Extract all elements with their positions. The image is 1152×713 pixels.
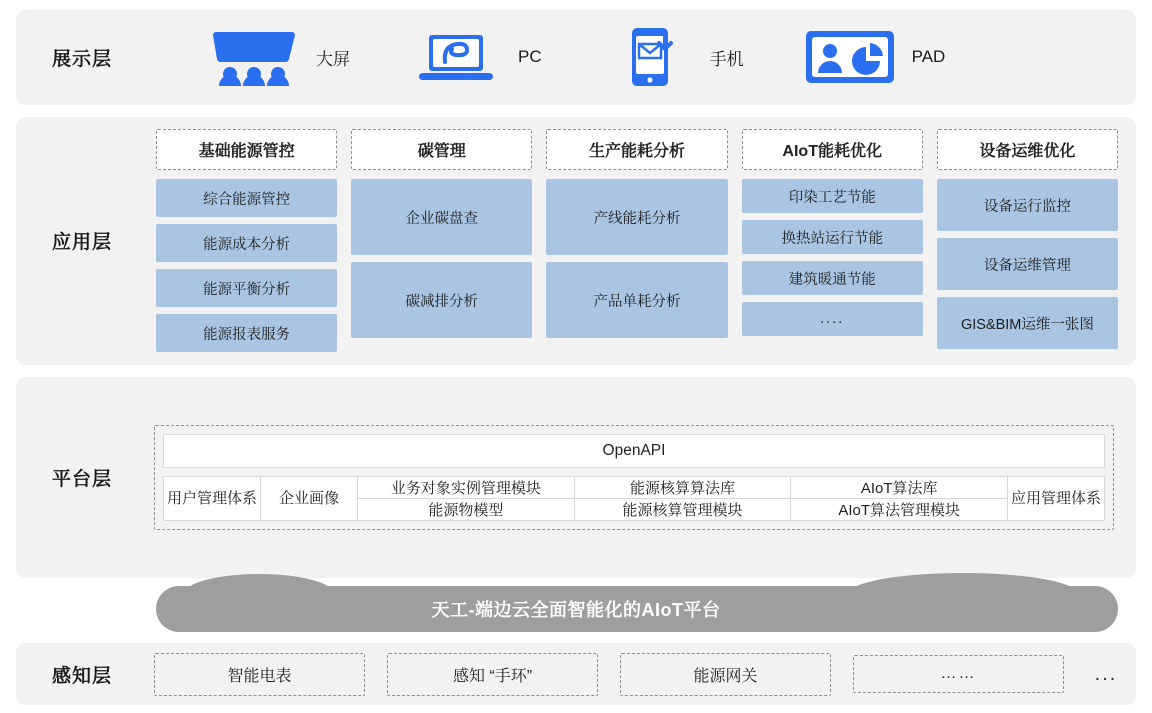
device-label: 手机 xyxy=(709,49,744,69)
app-item[interactable]: 产线能耗分析 xyxy=(546,179,727,255)
app-item[interactable]: 能源成本分析 xyxy=(156,224,337,262)
app-column-title: 生产能耗分析 xyxy=(546,129,727,170)
platform-module[interactable]: 能源物模型 xyxy=(358,499,575,521)
layer-platform xyxy=(16,377,1136,579)
app-column-carbon xyxy=(351,129,532,338)
app-column-production-energy xyxy=(546,129,727,338)
layer-application-label: 应用层 xyxy=(51,232,112,254)
layer-display xyxy=(16,10,1136,105)
cloud-banner-text: 天工-端边云全面智能化的AIoT平台 xyxy=(431,599,721,620)
platform-enterprise-profile[interactable]: 企业画像 xyxy=(261,476,358,521)
device-label: PAD xyxy=(911,47,946,67)
app-item[interactable]: 碳减排分析 xyxy=(351,262,532,338)
app-item[interactable]: 能源平衡分析 xyxy=(156,269,337,307)
device-mobile[interactable] xyxy=(602,26,744,88)
app-item[interactable]: 设备运维管理 xyxy=(937,238,1118,290)
sense-item-smart-meter[interactable]: 智能电表 xyxy=(154,653,365,696)
app-column-title: AIoT能耗优化 xyxy=(742,129,923,170)
app-item[interactable]: 换热站运行节能 xyxy=(742,220,923,254)
tablet-pad-icon xyxy=(804,26,896,88)
device-pad[interactable] xyxy=(804,26,946,88)
laptop-pc-icon xyxy=(410,26,502,88)
app-item[interactable]: GIS&BIM运维一张图 xyxy=(937,297,1118,349)
layer-display-body xyxy=(148,26,1136,88)
app-item[interactable]: 综合能源管控 xyxy=(156,179,337,217)
sense-trailing-dots: ... xyxy=(1094,662,1118,685)
app-column-title: 碳管理 xyxy=(351,129,532,170)
platform-module[interactable]: 能源核算算法库 xyxy=(575,476,792,499)
layer-application xyxy=(16,117,1136,365)
openapi-bar[interactable]: OpenAPI xyxy=(163,434,1105,468)
sense-item-more[interactable]: …… xyxy=(853,655,1064,693)
device-label: PC xyxy=(518,47,542,67)
app-column-device-ops xyxy=(937,129,1118,349)
layer-platform-label: 平台层 xyxy=(51,469,112,491)
sense-item-energy-gateway[interactable]: 能源网关 xyxy=(620,653,831,696)
layer-sensing-label: 感知层 xyxy=(51,665,112,687)
app-column-title: 设备运维优化 xyxy=(937,129,1118,170)
app-item[interactable]: 建筑暖通节能 xyxy=(742,261,923,295)
app-column-title: 基础能源管控 xyxy=(156,129,337,170)
app-item[interactable]: 印染工艺节能 xyxy=(742,179,923,213)
cloud-banner xyxy=(16,586,1136,631)
mobile-phone-icon xyxy=(602,26,694,88)
app-item[interactable]: .... xyxy=(742,302,923,336)
platform-module[interactable]: AIoT算法库 xyxy=(791,476,1008,499)
layer-display-label: 展示层 xyxy=(51,48,112,70)
app-column-aiot-optimization xyxy=(742,129,923,336)
platform-app-management[interactable]: 应用管理体系 xyxy=(1008,476,1105,521)
platform-user-management[interactable]: 用户管理体系 xyxy=(163,476,261,521)
app-item[interactable]: 能源报表服务 xyxy=(156,314,337,352)
layer-sensing-body xyxy=(148,653,1136,696)
layer-application-body xyxy=(148,115,1136,366)
app-item[interactable]: 产品单耗分析 xyxy=(546,262,727,338)
big-screen-icon xyxy=(208,26,300,88)
app-column-basic-energy xyxy=(156,129,337,352)
layer-platform-body xyxy=(148,411,1136,544)
app-item[interactable]: 设备运行监控 xyxy=(937,179,1118,231)
device-big-screen[interactable] xyxy=(208,26,350,88)
app-item[interactable]: 企业碳盘查 xyxy=(351,179,532,255)
layer-sensing xyxy=(16,643,1136,705)
platform-module[interactable]: AIoT算法管理模块 xyxy=(791,499,1008,521)
device-pc[interactable] xyxy=(410,26,542,88)
device-label: 大屏 xyxy=(316,49,350,69)
sense-item-wristband[interactable]: 感知 “手环” xyxy=(387,653,598,696)
platform-module[interactable]: 能源核算管理模块 xyxy=(575,499,792,521)
platform-module[interactable]: 业务对象实例管理模块 xyxy=(358,476,575,499)
